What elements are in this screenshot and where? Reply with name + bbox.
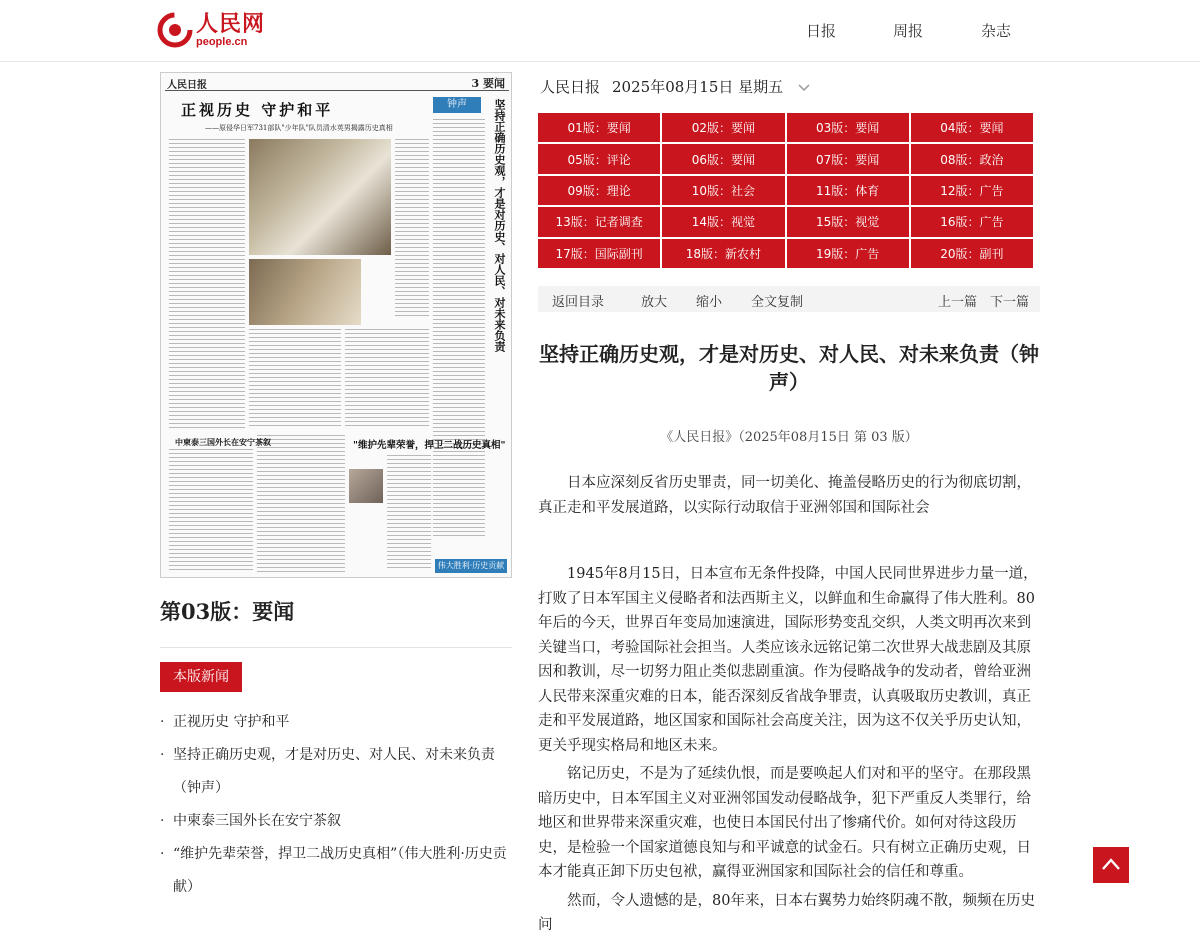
edition-link[interactable]: 17版：国际副刊: [538, 239, 660, 268]
edition-link[interactable]: 16版：广告: [911, 207, 1033, 236]
edition-link[interactable]: 10版：社会: [662, 176, 784, 205]
edition-news-list: [160, 706, 510, 904]
np-masthead: 人民日报: [167, 80, 207, 91]
edition-link[interactable]: 18版：新农村: [662, 239, 784, 268]
edition-link[interactable]: 04版：要闻: [911, 113, 1033, 142]
back-to-top-button[interactable]: [1093, 847, 1129, 883]
news-link[interactable]: · 中柬泰三国外长在安宁茶叙: [160, 805, 510, 838]
article-title: 坚持正确历史观，才是对历史、对人民、对未来负责（钟声）: [539, 342, 1039, 394]
np-text-block: [433, 119, 485, 539]
zoom-in-button[interactable]: 放大: [641, 295, 668, 310]
edition-grid: [538, 113, 1033, 268]
section-label: 本版新闻: [160, 662, 242, 692]
article-toolbar: [538, 286, 1040, 312]
edition-link[interactable]: 15版：视觉: [787, 207, 909, 236]
edition-link[interactable]: 14版：视觉: [662, 207, 784, 236]
edition-link[interactable]: 13版：记者调查: [538, 207, 660, 236]
article-paragraph: 1945年8月15日，日本宣布无条件投降，中国人民同世界进步力量一道，打败了日本军国主义侵略者和法西斯主义，以鲜血和生命赢得了伟大胜利。80年后的今天，世界百年变局加速演进，国际形势变乱交织，人类文明再次来到关键当口，考验国际社会担当。人类应该永远铭记第二次世界大战悲剧及其原因和教训，尽一切努力阻止类似悲剧重演。作为侵略战争的发动者，曾给亚洲人民带来深重灾难的日本，能否深刻反省战争罪责，认真吸取历史教训，真正走和平发展道路，地区国家和国际社会高度关注，因为这不仅关乎历史认知，更关乎现实格局和地区未来。: [538, 566, 1038, 754]
next-article-button[interactable]: 下一篇: [990, 295, 1030, 310]
article-lead: 日本应深刻反省历史罪责，同一切美化、掩盖侵略历史的行为彻底切割，真正走和平发展道路，以实际行动取信于亚洲邻国和国际社会: [538, 475, 1031, 516]
np-text-block: [169, 449, 253, 573]
site-header: [0, 0, 1200, 62]
np-photo-portrait: [349, 469, 383, 503]
article-body: [538, 562, 1040, 942]
np-vertical-headline[interactable]: 坚持正确历史观，才是对历史、对人民、对未来负责: [493, 99, 506, 352]
article-paragraph: 然而，令人遗憾的是，80年来，日本右翼势力始终阴魂不散，频频在历史问: [538, 892, 1035, 933]
edition-link[interactable]: 02版：要闻: [662, 113, 784, 142]
edition-link[interactable]: 11版：体育: [787, 176, 909, 205]
article-source: 《人民日报》（2025年08月15日 第 03 版）: [660, 430, 918, 445]
edition-link[interactable]: 05版：评论: [538, 144, 660, 173]
edition-link[interactable]: 19版：广告: [787, 239, 909, 268]
edition-link[interactable]: 01版：要闻: [538, 113, 660, 142]
np-photo-main: [249, 139, 391, 255]
page-edition-title: 第03版：要闻: [160, 599, 295, 624]
news-link[interactable]: · 正视历史 守护和平: [160, 706, 510, 739]
issue-date: 2025年08月15日 星期五: [612, 78, 784, 96]
edition-link[interactable]: 06版：要闻: [662, 144, 784, 173]
edition-link[interactable]: 08版：政治: [911, 144, 1033, 173]
np-text-block: [249, 329, 341, 429]
np-header-bar: [165, 75, 509, 91]
np-headline-2[interactable]: "维护先辈荣誉，捍卫二战历史真相": [353, 440, 506, 451]
chevron-up-icon: [1100, 854, 1122, 876]
nav-daily[interactable]: 日报: [806, 22, 837, 40]
edition-link[interactable]: 03版：要闻: [787, 113, 909, 142]
nav-weekly[interactable]: 周报: [893, 22, 924, 40]
article-paragraph: 铭记历史，不是为了延续仇恨，而是要唤起人们对和平的坚守。在那段黑暗历史中，日本军国主义对亚洲邻国发动侵略战争，犯下严重反人类罪行，给地区和世界带来深重灾难，也使日本国民付出了惨痛代价。如何对待这段历史，是检验一个国家道德良知与和平诚意的试金石。只有树立正确历史观，日本才能真正卸下历史包袱，赢得亚洲国家和国际社会的信任和尊重。: [538, 766, 1031, 880]
np-footer-badge: 伟大胜利·历史贡献: [435, 559, 507, 573]
np-headline[interactable]: 正视历史 守护和平: [181, 101, 334, 119]
np-text-block: [395, 139, 429, 319]
nav-magazine[interactable]: 杂志: [981, 22, 1012, 40]
date-selector[interactable]: [540, 76, 811, 97]
news-link[interactable]: · 坚持正确历史观，才是对历史、对人民、对未来负责（钟声）: [160, 739, 510, 805]
top-nav: [0, 20, 1200, 42]
left-divider: [160, 647, 512, 648]
np-text-block: [169, 139, 245, 429]
np-page-label: 3 要闻: [471, 77, 505, 90]
zoom-out-button[interactable]: 缩小: [696, 295, 723, 310]
edition-link[interactable]: 12版：广告: [911, 176, 1033, 205]
np-text-block: [345, 329, 429, 429]
np-photo-secondary: [249, 259, 361, 325]
back-to-index-button[interactable]: 返回目录: [552, 295, 605, 310]
chevron-down-icon[interactable]: [797, 80, 811, 94]
news-link[interactable]: · “维护先辈荣誉，捍卫二战历史真相”（伟大胜利·历史贡献）: [160, 838, 510, 904]
edition-link[interactable]: 09版：理论: [538, 176, 660, 205]
np-subheadline: ——原侵华日军731部队"少年队"队员清水英男揭露历史真相: [205, 124, 393, 132]
np-text-block: [387, 455, 431, 571]
prev-article-button[interactable]: 上一篇: [938, 295, 978, 310]
copy-all-button[interactable]: 全文复制: [751, 295, 804, 310]
paper-name: 人民日报: [540, 78, 601, 96]
np-column-banner: 钟声: [433, 97, 481, 113]
logo-text-cn: 人民网: [196, 10, 266, 37]
edition-link[interactable]: 20版：副刊: [911, 239, 1033, 268]
np-headline-3[interactable]: 中柬泰三国外长在安宁茶叙: [175, 437, 271, 447]
newspaper-page-image[interactable]: [160, 72, 512, 578]
edition-link[interactable]: 07版：要闻: [787, 144, 909, 173]
np-text-block: [257, 435, 345, 573]
logo-text-en: people.cn: [196, 35, 248, 48]
